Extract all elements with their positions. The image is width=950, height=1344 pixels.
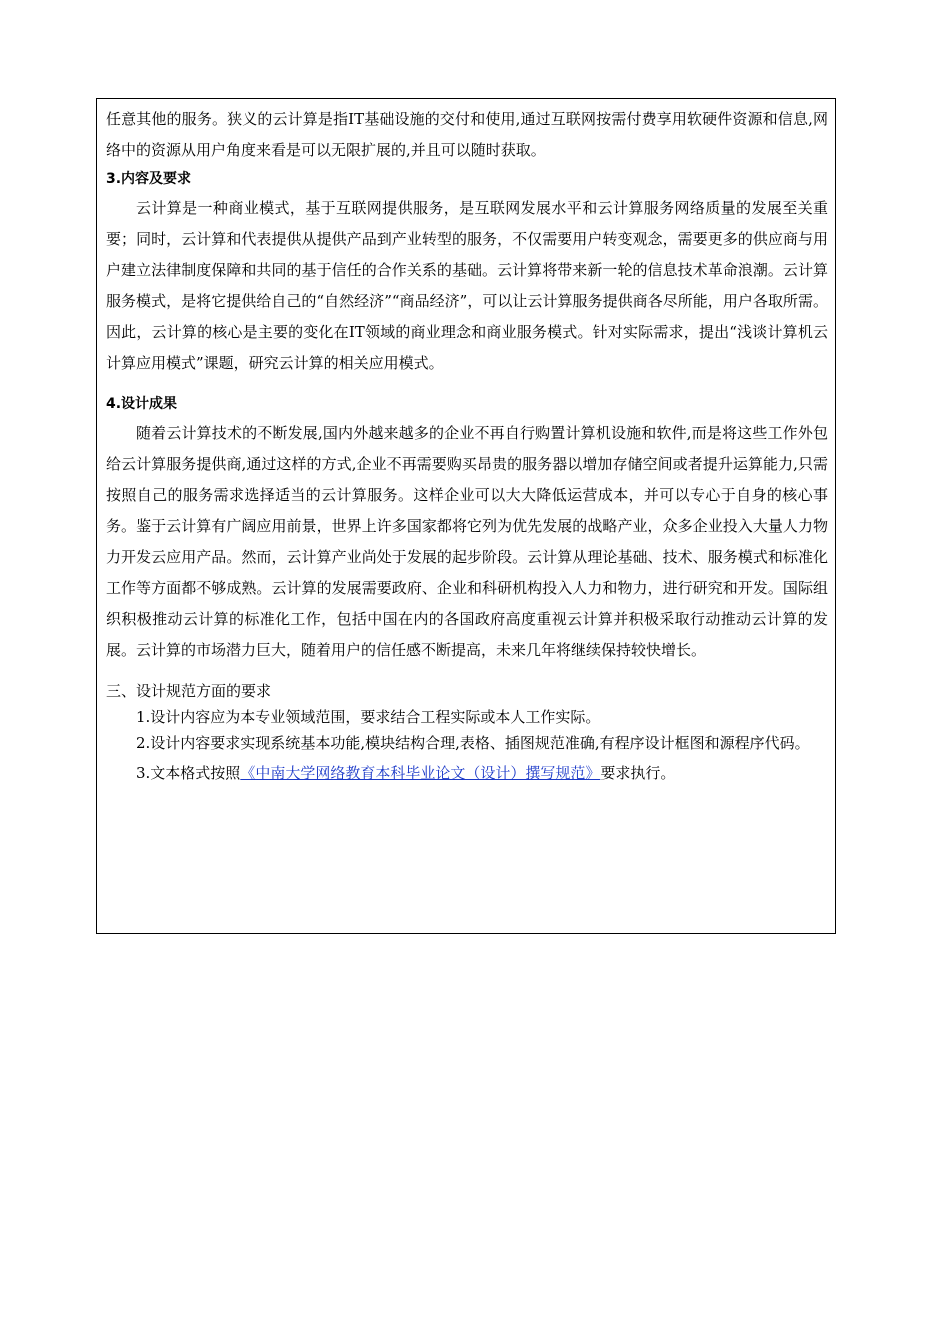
section-spacer	[106, 379, 828, 391]
requirements-title: 三、设计规范方面的要求	[106, 682, 272, 700]
section-body-content-requirements: 云计算是一种商业模式，基于互联网提供服务，是互联网发展水平和云计算服务网络质量的发展至关重要；同时，云计算和代表提供从提供产品到产业转型的服务，不仅需要用户转变观念，需要更多的供应商与用户建立法律制度保障和共同的基于信任的合作关系的基础。云计算将带来新一轮的信息技术革命浪潮。云计算服务模式，是将它提供给自己的“自然经济”“商品经济”，可以让云计算服务提供商各尽所能，用户各取所需。因此，云计算的核心是主要的变化在IT领域的商业理念和商业服务模式。针对实际需求，提出“浅谈计算机云计算应用模式”课题，研究云计算的相关应用模式。	[106, 199, 828, 372]
section-spacer	[106, 666, 828, 678]
section-heading-content-requirements: 3.内容及要求	[106, 171, 192, 187]
writing-standard-link[interactable]: 《中南大学网络教育本科毕业论文（设计）撰写规范》	[240, 764, 601, 782]
intro-paragraph: 任意其他的服务。狭义的云计算是指IT基础设施的交付和使用,通过互联网按需付费享用软硬件资源和信息,网络中的资源从用户角度来看是可以无限扩展的,并且可以随时获取。	[106, 110, 828, 159]
requirement-item-3	[106, 758, 828, 789]
requirement-item-3-suffix: 要求执行。	[600, 764, 676, 782]
section-heading-design-results: 4.设计成果	[106, 396, 178, 412]
document-content	[106, 104, 828, 789]
section-body-design-results: 随着云计算技术的不断发展,国内外越来越多的企业不再自行购置计算机设施和软件,而是将这些工作外包给云计算服务提供商,通过这样的方式,企业不再需要购买昂贵的服务器以增加存储空间或者提升运算能力,只需按照自己的服务需求选择适当的云计算服务。这样企业可以大大降低运营成本，并可以专心于自身的核心事务。鉴于云计算有广阔应用前景，世界上许多国家都将它列为优先发展的战略产业，众多企业投入大量人力物力开发云应用产品。然而，云计算产业尚处于发展的起步阶段。云计算从理论基础、技术、服务模式和标准化工作等方面都不够成熟。云计算的发展需要政府、企业和科研机构投入人力和物力，进行研究和开发。国际组织积极推动云计算的标准化工作，包括中国在内的各国政府高度重视云计算并积极采取行动推动云计算的发展。云计算的市场潜力巨大，随着用户的信任感不断提高，未来几年将继续保持较快增长。	[106, 424, 828, 659]
requirement-item-2: 2.设计内容要求实现系统基本功能,模块结构合理,表格、插图规范准确,有程序设计框图和源程序代码。	[136, 734, 810, 752]
requirement-item-1: 1.设计内容应为本专业领域范围，要求结合工程实际或本人工作实际。	[136, 708, 601, 726]
requirement-item-3-prefix: 3.文本格式按照	[136, 764, 241, 782]
